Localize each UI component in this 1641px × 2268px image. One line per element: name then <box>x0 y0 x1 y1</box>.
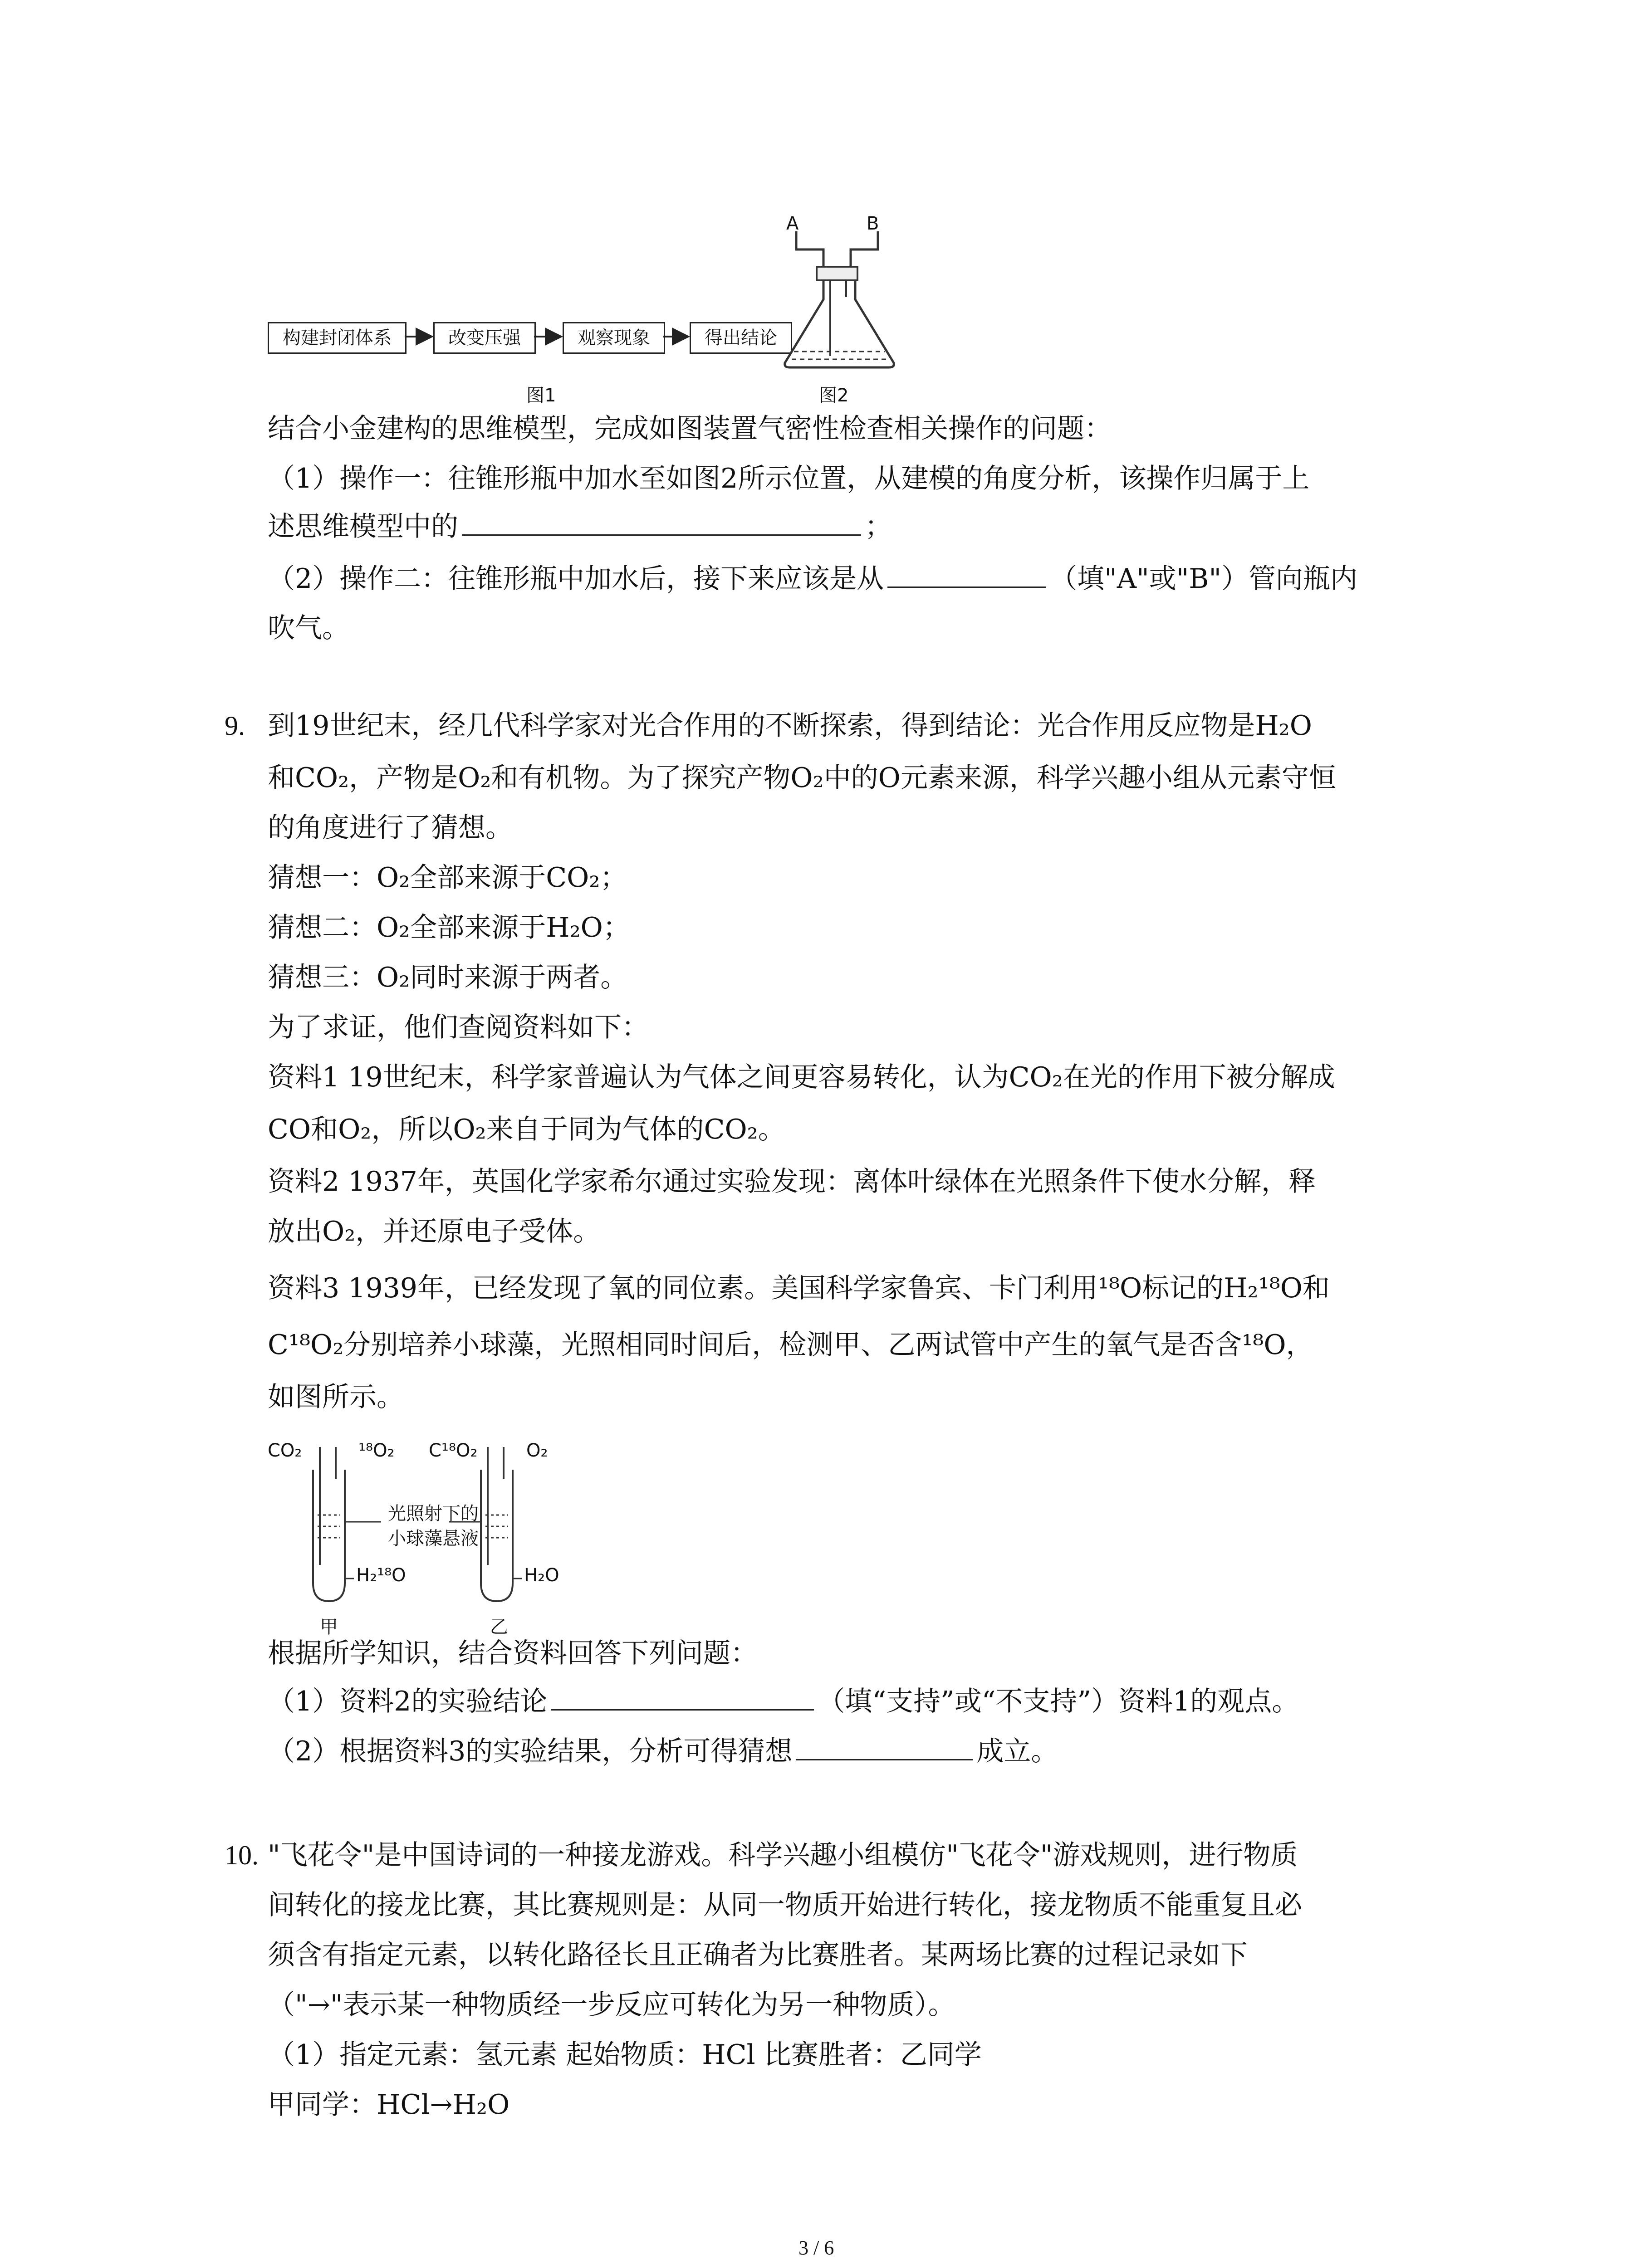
q9-ref1-line1: 资料1 19世纪末，科学家普遍认为气体之间更容易转化，认为CO₂在光的作用下被分解成 <box>268 1061 1335 1093</box>
q8-part2-hint: （填"A"或"B"）管向瓶内 <box>1050 563 1357 595</box>
q9-part1-hint: （填“支持”或“不支持”）资料1的观点。 <box>818 1686 1299 1717</box>
q9-guess1: 猜想一：O₂全部来源于CO₂； <box>268 862 627 894</box>
tube2-water: H₂O <box>524 1565 559 1586</box>
q9-number: 9. <box>225 711 245 741</box>
q10-line1: "飞花令"是中国诗词的一种接龙游戏。科学兴趣小组模仿"飞花令"游戏规则，进行物质 <box>268 1839 1298 1871</box>
flow-step-2: 改变压强 <box>433 322 536 354</box>
flow-step-1: 构建封闭体系 <box>268 322 407 354</box>
q9-ref3-line3: 如图所示。 <box>268 1381 404 1413</box>
fig2-caption: 图2 <box>819 385 849 406</box>
q10-line6: 甲同学：HCl→H₂O <box>268 2089 510 2121</box>
q9-lookup: 为了求证，他们查阅资料如下： <box>268 1012 649 1043</box>
tube-b-label: B <box>867 213 879 234</box>
q8-part2-prompt: （2）操作二：往锥形瓶中加水后，接下来应该是从 <box>268 563 884 595</box>
q8-part1-line2 <box>268 508 892 545</box>
q9-part2-end: 成立。 <box>976 1735 1058 1767</box>
q9-part1 <box>268 1683 1299 1720</box>
q9-ref1-line2: CO和O₂，所以O₂来自于同为气体的CO₂。 <box>268 1114 785 1145</box>
tube1-output-gas: ¹⁸O₂ <box>358 1440 395 1461</box>
tube-a-label: A <box>786 213 799 234</box>
tube2-name: 乙 <box>490 1617 508 1637</box>
tube1-water: H₂¹⁸O <box>356 1565 406 1586</box>
q8-part2-line1 <box>268 560 1357 597</box>
q8-part2-line2: 吹气。 <box>268 612 349 644</box>
q8-intro: 结合小金建构的思维模型，完成如图装置气密性检查相关操作的问题： <box>268 413 1112 445</box>
fig1-caption: 图1 <box>526 385 556 406</box>
suspension-label-line2: 小球藻悬液 <box>388 1528 479 1549</box>
q9-part1-answer-blank[interactable] <box>551 1683 814 1711</box>
q10-line4: （"→"表示某一种物质经一步反应可转化为另一种物质）。 <box>268 1989 955 2021</box>
q9-ref2-line2: 放出O₂，并还原电子受体。 <box>268 1216 601 1247</box>
q9-guess3: 猜想三：O₂同时来源于两者。 <box>268 962 628 993</box>
q8-part1-end: ； <box>865 511 892 543</box>
q10-line2: 间转化的接龙比赛，其比赛规则是：从同一物质开始进行转化，接龙物质不能重复且必 <box>268 1889 1302 1921</box>
suspension-label-line1: 光照射下的 <box>388 1503 479 1524</box>
q8-part1-line1: （1）操作一：往锥形瓶中加水至如图2所示位置，从建模的角度分析，该操作归属于上 <box>268 463 1310 494</box>
page-number: 3 / 6 <box>798 2237 834 2259</box>
q9-guess2: 猜想二：O₂全部来源于H₂O； <box>268 912 630 943</box>
tube1-input-gas: CO₂ <box>268 1440 302 1461</box>
q9-line1: 到19世纪末，经几代科学家对光合作用的不断探索，得到结论：光合作用反应物是H₂O <box>268 710 1312 742</box>
q9-line2: 和CO₂，产物是O₂和有机物。为了探究产物O₂中的O元素来源，科学兴趣小组从元素守恒 <box>268 762 1336 794</box>
q9-ref3-line2: C¹⁸O₂分别培养小球藻，光照相同时间后，检测甲、乙两试管中产生的氧气是否含¹⁸O， <box>268 1329 1313 1361</box>
q9-line3: 的角度进行了猜想。 <box>268 812 513 844</box>
q9-ask: 根据所学知识，结合资料回答下列问题： <box>268 1637 758 1669</box>
conical-flask-illustration <box>771 213 907 376</box>
q10-number: 10. <box>225 1840 259 1870</box>
tube2-input-gas: C¹⁸O₂ <box>429 1440 478 1461</box>
flow-step-4: 得出结论 <box>690 322 792 354</box>
q10-line3: 须含有指定元素，以转化路径长且正确者为比赛胜者。某两场比赛的过程记录如下 <box>268 1939 1248 1971</box>
q10-line5: （1）指定元素：氢元素 起始物质：HCl 比赛胜者：乙同学 <box>268 2039 982 2071</box>
q9-part2 <box>268 1733 1058 1769</box>
q9-part2-prompt: （2）根据资料3的实验结果，分析可得猜想 <box>268 1735 793 1767</box>
q8-part2-answer-blank[interactable] <box>887 560 1046 588</box>
q8-part1-prompt: 述思维模型中的 <box>268 511 458 543</box>
q9-part2-answer-blank[interactable] <box>796 1733 973 1760</box>
q9-ref2-line1: 资料2 1937年，英国化学家希尔通过实验发现：离体叶绿体在光照条件下使水分解，释 <box>268 1166 1316 1198</box>
flow-step-3: 观察现象 <box>563 322 665 354</box>
tube1-name: 甲 <box>320 1617 338 1637</box>
tube2-output-gas: O₂ <box>526 1440 548 1461</box>
q9-ref3-line1: 资料3 1939年，已经发现了氧的同位素。美国科学家鲁宾、卡门利用¹⁸O标记的H₂¹⁸O和 <box>268 1272 1330 1304</box>
q8-part1-answer-blank[interactable] <box>462 508 861 536</box>
q9-part1-prompt: （1）资料2的实验结论 <box>268 1686 548 1717</box>
